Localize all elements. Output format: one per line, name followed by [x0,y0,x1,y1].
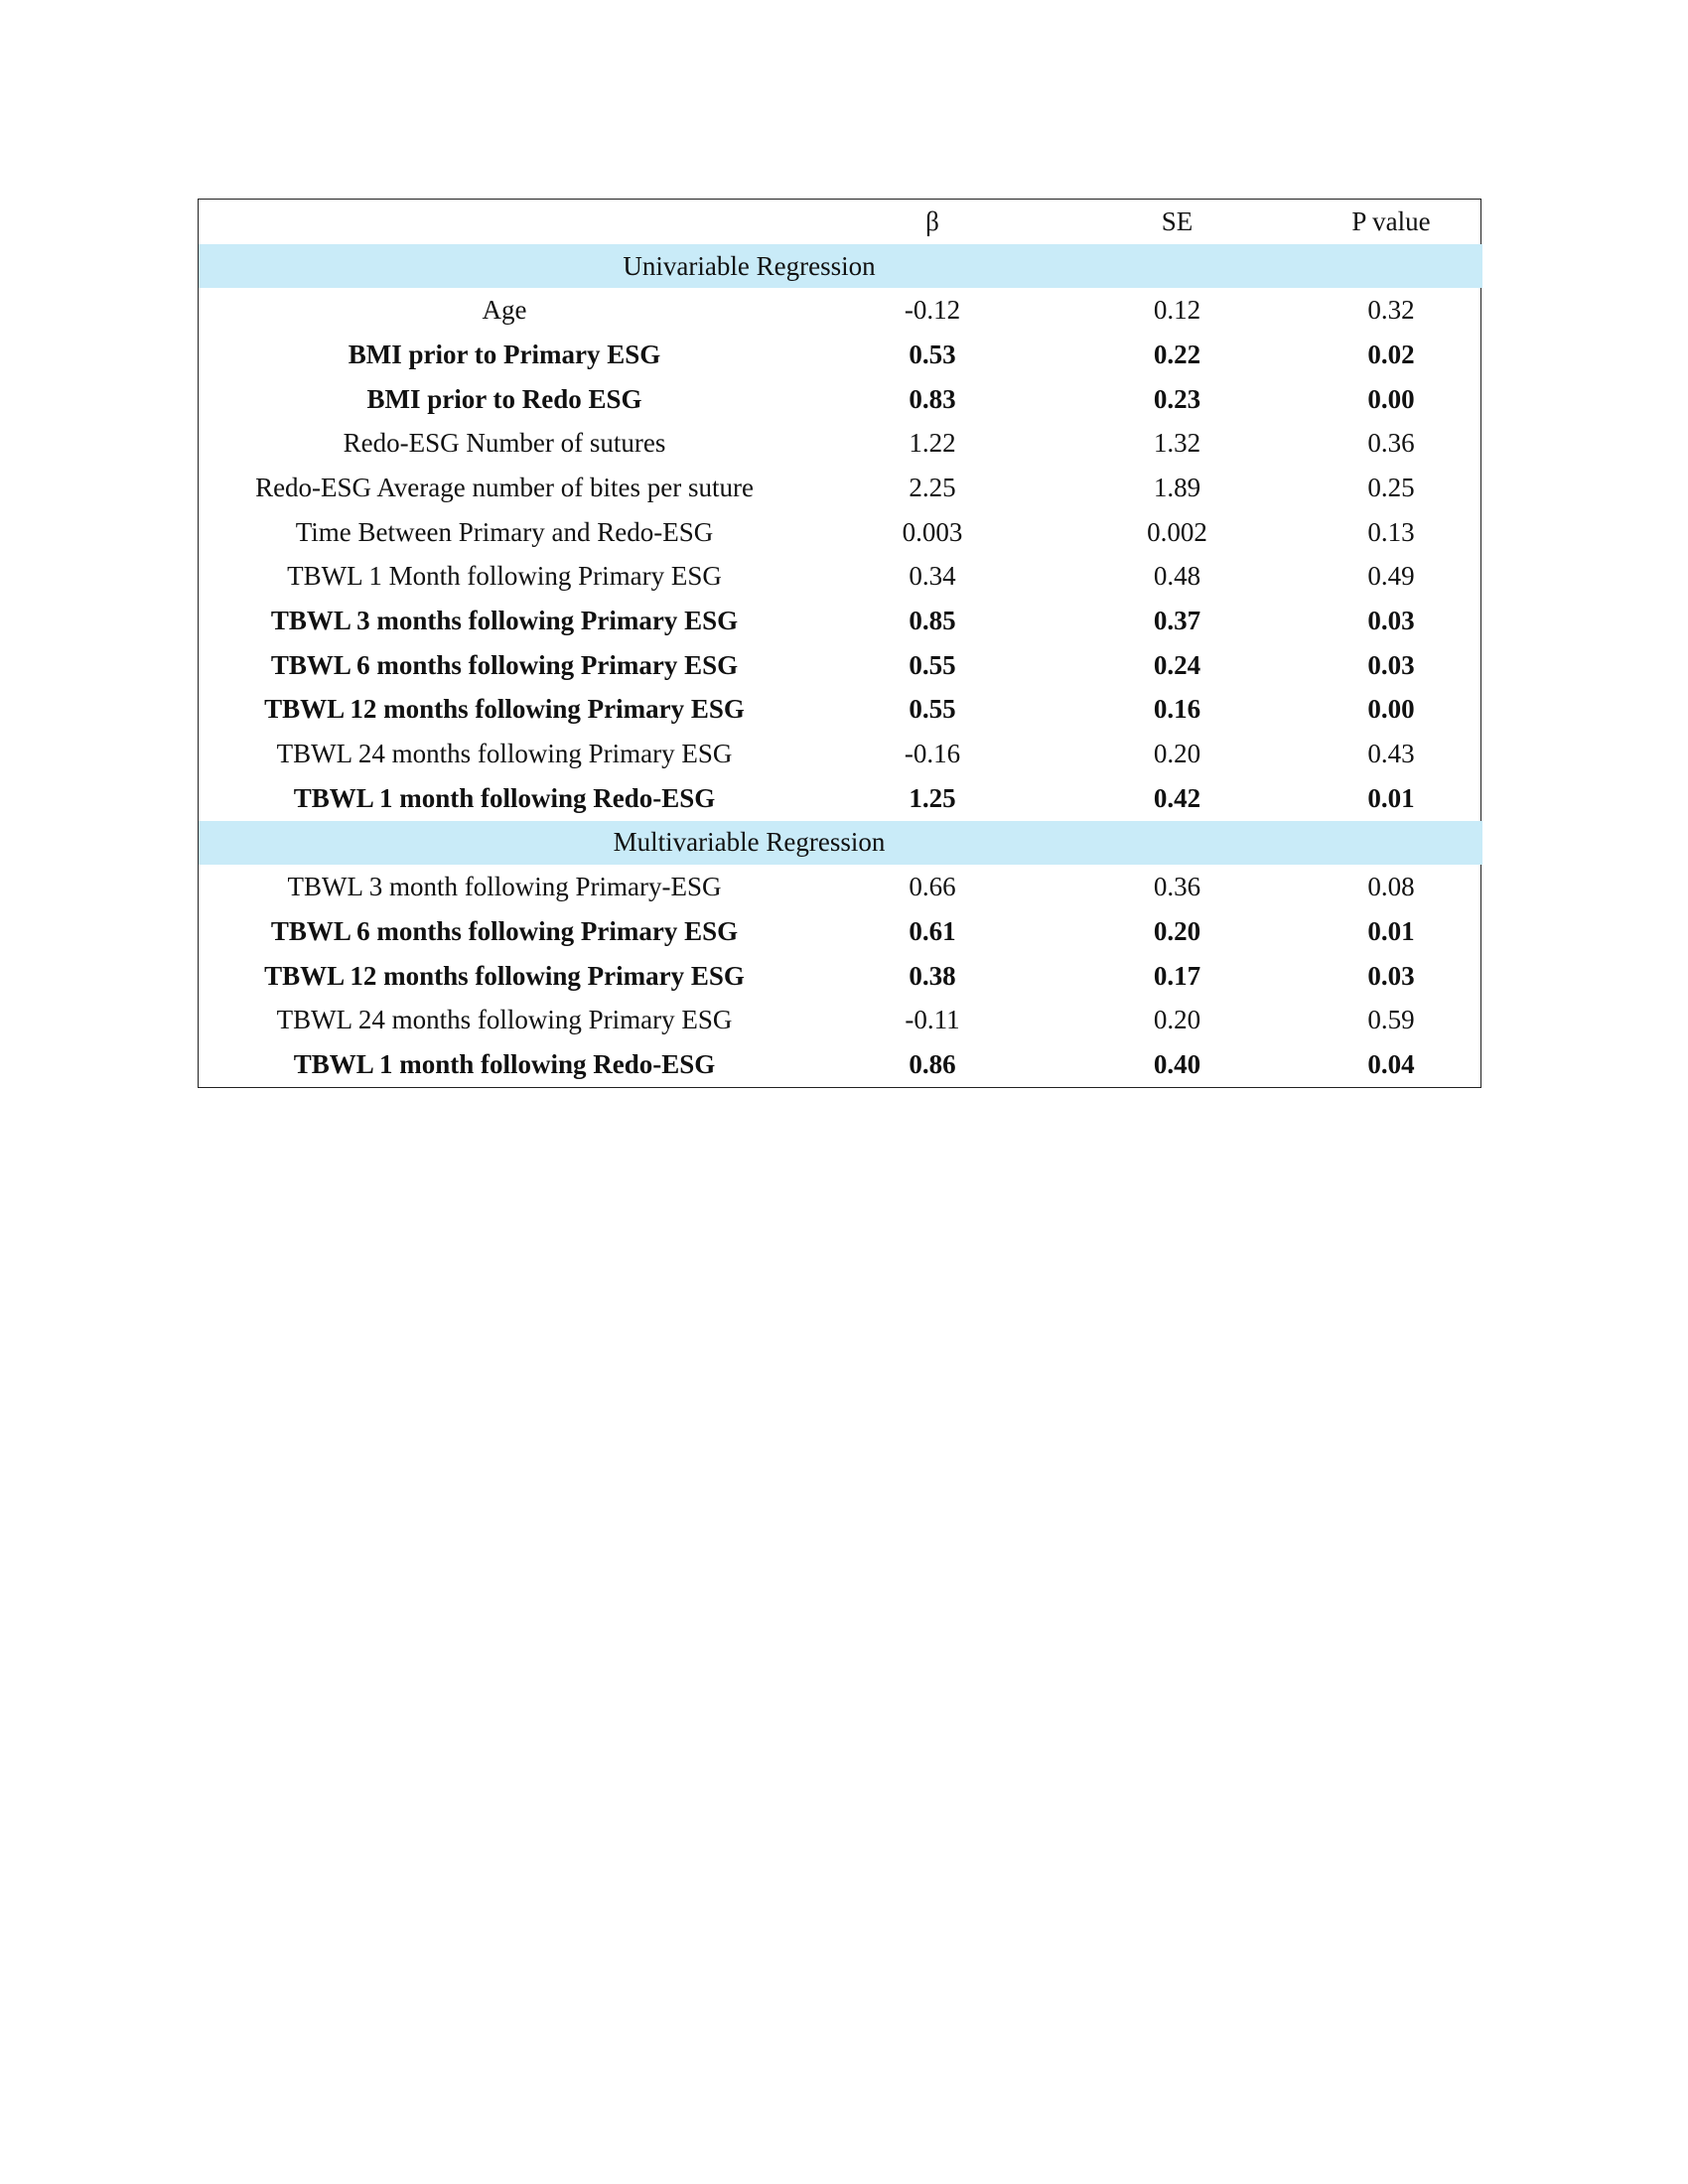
table-row [199,599,1482,643]
table-row [199,688,1482,733]
section-title: Univariable Regression [199,244,1300,289]
table-row [199,377,1482,422]
se-cell: 0.17 [1153,960,1201,991]
se-cell: 0.20 [1153,1005,1201,1035]
table-row [199,998,1482,1042]
table-row [199,865,1482,909]
variable-cell: TBWL 6 months following Primary ESG [270,649,739,680]
header-beta: β [925,205,939,236]
table-row [199,333,1482,377]
se-cell: 0.40 [1153,1048,1201,1079]
table-row [199,510,1482,555]
table-row [199,555,1482,600]
se-cell: 0.37 [1153,606,1201,636]
table-row [199,954,1482,999]
p-value-cell: 0.03 [1367,649,1415,680]
variable-cell: Redo-ESG Number of sutures [343,428,666,459]
beta-cell: 1.22 [909,428,956,459]
header-row [199,200,1482,244]
table-body [199,244,1482,1087]
header-p-value: P value [1351,205,1431,236]
table-row [199,466,1482,510]
section-header-row [199,821,1482,866]
se-cell: 0.23 [1153,383,1201,414]
p-value-cell: 0.04 [1367,1048,1415,1079]
se-cell: 0.12 [1153,295,1201,326]
table-row [199,288,1482,333]
variable-cell: Age [482,295,527,326]
p-value-cell: 0.13 [1367,516,1415,547]
p-value-cell: 0.59 [1367,1005,1415,1035]
se-cell: 0.22 [1153,339,1201,369]
header-variable [199,200,810,244]
p-value-cell: 0.01 [1367,782,1415,813]
beta-cell: 0.003 [902,516,963,547]
section-band-fill [1300,244,1482,289]
header-se: SE [1161,205,1194,236]
se-cell: 0.20 [1153,739,1201,769]
beta-cell: 0.38 [909,960,956,991]
beta-cell: 0.66 [909,872,956,902]
beta-cell: 0.61 [909,915,956,946]
table-row [199,643,1482,688]
se-cell: 0.36 [1153,872,1201,902]
variable-cell: TBWL 3 month following Primary-ESG [287,872,722,902]
variable-cell: TBWL 12 months following Primary ESG [264,694,745,725]
variable-cell: Redo-ESG Average number of bites per suture [255,472,754,502]
p-value-cell: 0.25 [1367,472,1415,502]
beta-cell: 0.55 [909,649,956,680]
beta-cell: 0.83 [909,383,956,414]
se-cell: 0.16 [1153,694,1201,725]
p-value-cell: 0.00 [1367,694,1415,725]
section-band-fill [1300,821,1482,866]
p-value-cell: 0.32 [1367,295,1415,326]
variable-cell: TBWL 3 months following Primary ESG [270,606,739,636]
p-value-cell: 0.03 [1367,960,1415,991]
variable-cell: TBWL 24 months following Primary ESG [276,739,733,769]
se-cell: 0.48 [1153,561,1201,592]
beta-cell: -0.16 [904,739,961,769]
beta-cell: 0.53 [909,339,956,369]
p-value-cell: 0.43 [1367,739,1415,769]
variable-cell: TBWL 6 months following Primary ESG [270,915,739,946]
variable-cell: TBWL 1 Month following Primary ESG [287,561,722,592]
regression-table [199,200,1482,1087]
beta-cell: 0.34 [909,561,956,592]
variable-cell: TBWL 24 months following Primary ESG [276,1005,733,1035]
p-value-cell: 0.49 [1367,561,1415,592]
se-cell: 0.20 [1153,915,1201,946]
table-row [199,421,1482,466]
beta-cell: 0.86 [909,1048,956,1079]
table-row [199,776,1482,821]
p-value-cell: 0.03 [1367,606,1415,636]
se-cell: 0.42 [1153,782,1201,813]
beta-cell: 1.25 [909,782,956,813]
regression-table-frame [198,199,1481,1088]
variable-cell: TBWL 12 months following Primary ESG [264,960,745,991]
variable-cell: BMI prior to Redo ESG [366,383,642,414]
p-value-cell: 0.02 [1367,339,1415,369]
se-cell: 1.32 [1153,428,1201,459]
section-header-row [199,244,1482,289]
beta-cell: -0.12 [904,295,961,326]
variable-cell: TBWL 1 month following Redo-ESG [293,782,716,813]
table-row [199,1042,1482,1087]
table-row [199,732,1482,776]
section-title: Multivariable Regression [199,821,1300,866]
beta-cell: 0.55 [909,694,956,725]
se-cell: 1.89 [1153,472,1201,502]
beta-cell: -0.11 [905,1005,960,1035]
beta-cell: 0.85 [909,606,956,636]
variable-cell: TBWL 1 month following Redo-ESG [293,1048,716,1079]
beta-cell: 2.25 [909,472,956,502]
variable-cell: Time Between Primary and Redo-ESG [295,516,714,547]
p-value-cell: 0.08 [1367,872,1415,902]
variable-cell: BMI prior to Primary ESG [348,339,661,369]
se-cell: 0.24 [1153,649,1201,680]
se-cell: 0.002 [1147,516,1207,547]
p-value-cell: 0.00 [1367,383,1415,414]
table-row [199,909,1482,954]
p-value-cell: 0.36 [1367,428,1415,459]
p-value-cell: 0.01 [1367,915,1415,946]
